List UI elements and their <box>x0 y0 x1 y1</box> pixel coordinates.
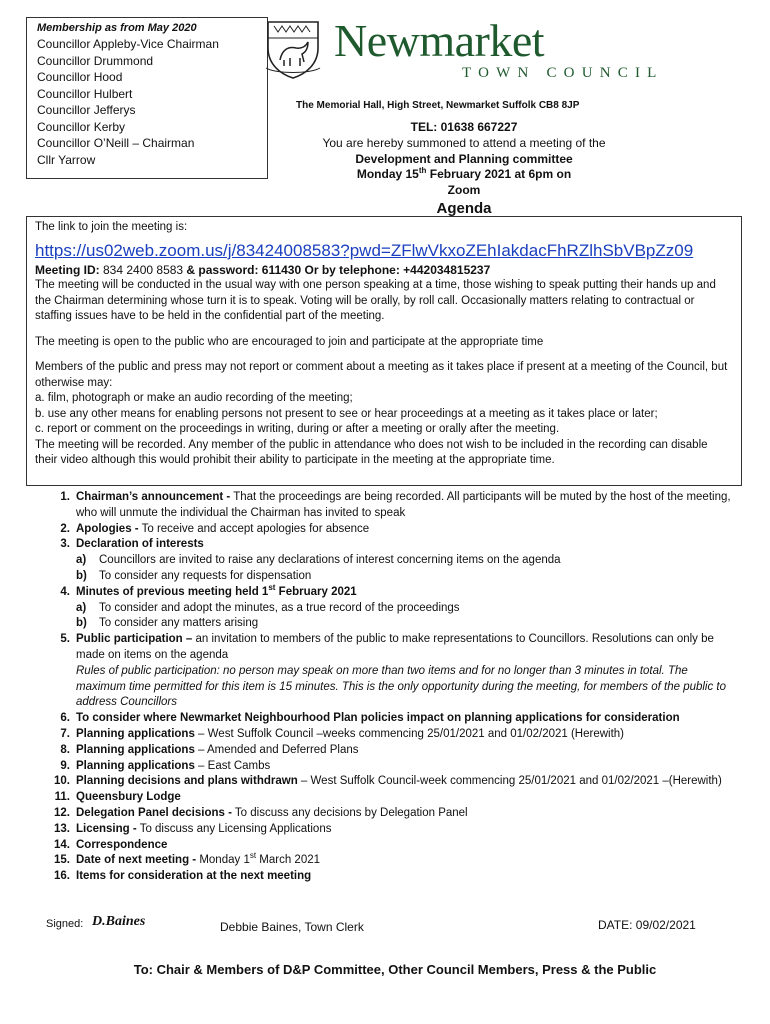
meeting-id: Meeting ID: 834 2400 8583 & password: 611430 Or by telephone: +442034815237 <box>35 262 491 277</box>
meeting-venue: Zoom <box>447 182 481 197</box>
agenda-item: 13. Licensing - To discuss any Licensing Applications <box>54 822 332 835</box>
agenda-item: 9. Planning applications – East Cambs <box>60 759 271 772</box>
council-telephone: TEL: 01638 667227 <box>410 120 518 134</box>
member-item: Councillor Hulbert <box>37 86 133 101</box>
council-address: The Memorial Hall, High Street, Newmarket Suffolk CB8 8JP <box>296 100 580 111</box>
member-item: Councillor Jefferys <box>37 103 136 117</box>
meeting-info-box <box>26 216 742 486</box>
logo-subtitle: TOWN COUNCIL <box>462 65 664 81</box>
member-item: Councillor O’Neill – Chairman <box>37 136 195 150</box>
agenda-list <box>40 490 740 885</box>
press-point-c: c. report or comment on the proceedings in writing, during or after a meeting or orally after the meeting. <box>35 423 560 435</box>
membership-heading: Membership as from May 2020 <box>37 22 197 34</box>
agenda-item: 11. Queensbury Lodge <box>54 791 181 804</box>
link-intro: The link to join the meeting is: <box>35 221 188 233</box>
press-paragraph: Members of the public and press may not report or comment about a meeting as it takes place if present at a meeting of the Council, but otherwise may: <box>35 361 728 389</box>
agenda-item: 2. Apologies - To receive and accept apologies for absence <box>60 522 370 535</box>
summons-text: You are hereby summoned to attend a meeting of the <box>322 136 606 150</box>
zoom-meeting-link[interactable]: https://us02web.zoom.us/j/83424008583?pwd=ZFlwVkxoZEhIakdacFhRZlhSbVBpZz09 <box>35 240 694 260</box>
signature: D.Baines <box>92 914 146 929</box>
agenda-item: 16. Items for consideration at the next meeting <box>54 870 312 883</box>
agenda-item: 15. Date of next meeting - Monday 1st March 2021 <box>54 851 321 867</box>
agenda-item: 10. Planning decisions and plans withdrawn – West Suffolk Council-week commencing 25/01/2021 and 01/02/2021 –(Herewith) <box>54 775 722 788</box>
membership-box <box>26 17 268 179</box>
agenda-item: 4. Minutes of previous meeting held 1st February 2021 <box>60 582 357 598</box>
agenda-item: 6. To consider where Newmarket Neighbourhood Plan policies impact on planning applications for consideration <box>60 712 680 725</box>
recording-paragraph: The meeting will be recorded. Any member of the public in attendance who does not wish to be included in the recording can disable their video although this would prohibit their ability to participate in the meeting at the appropriate time. <box>35 438 708 466</box>
agenda-item: 12. Delegation Panel decisions - To discuss any decisions by Delegation Panel <box>54 806 468 819</box>
committee-name: Development and Planning committee <box>355 151 573 166</box>
summons-block <box>290 136 638 198</box>
member-item: Councillor Drummond <box>37 53 154 68</box>
member-item: Cllr Yarrow <box>37 152 96 167</box>
press-point-b: b. use any other means for enabling persons not present to see or hear proceedings at a meeting as it takes place or later; <box>35 407 658 420</box>
agenda-item: 3. Declaration of interests <box>60 538 204 551</box>
signed-label: Signed: <box>46 918 84 930</box>
clerk-name: Debbie Baines, Town Clerk <box>220 920 364 934</box>
document-date: DATE: 09/02/2021 <box>598 918 696 932</box>
agenda-subitem: a) To consider and adopt the minutes, as a true record of the proceedings <box>76 601 460 614</box>
agenda-item: 14. Correspondence <box>54 838 168 851</box>
press-point-a: a. film, photograph or make an audio recording of the meeting; <box>35 392 353 404</box>
member-item: Councillor Kerby <box>37 119 126 134</box>
agenda-subitem: a) Councillors are invited to raise any declarations of interest concerning items on the agenda <box>76 554 561 567</box>
member-item: Councillor Hood <box>37 70 123 84</box>
agenda-item: 8. Planning applications – Amended and Deferred Plans <box>60 743 359 756</box>
agenda-item: 5. Public participation – an invitation to members of the public to make representations to Councillors. Resolutions can only be made on items on the agenda <box>60 633 714 661</box>
agenda-subitem: b) To consider any requests for dispensation <box>76 569 312 582</box>
conduct-paragraph: The meeting will be conducted in the usual way with one person speaking at a time, those wishing to speak putting their hands up and the Chairman determining whose turn it is to speak. Voting will be orally, by roll call. Occasionally matters relating to contractual or staffing issues have to be held in the confidential part of the meeting. <box>35 279 716 322</box>
distribution-footer: To: Chair & Members of D&P Committee, Other Council Members, Press & the Public <box>133 962 657 977</box>
public-participation-rules: Rules of public participation: no person may speak on more than two items and for no longer than 3 minutes in total. The maximum time permitted for this item is 15 minutes. This is the only opportunity during the meeting, for members of the public to address Councillors <box>76 664 727 709</box>
member-item: Councillor Appleby-Vice Chairman <box>37 37 219 51</box>
meeting-date: Monday 15th February 2021 at 6pm on <box>356 166 572 181</box>
agenda-item: 7. Planning applications – West Suffolk Council –weeks commencing 25/01/2021 and 01/02/2021 (Herewith) <box>60 727 625 740</box>
town-crest-icon <box>262 18 324 80</box>
agenda-subitem: b) To consider any matters arising <box>76 617 259 630</box>
agenda-item: 1. Chairman’s announcement - That the proceedings are being recorded. All participants will be muted by the host of the meeting, who will unmute the individual the Chairman has invited to speak <box>60 491 731 519</box>
logo-name: Newmarket <box>334 15 545 66</box>
public-open-paragraph: The meeting is open to the public who are encouraged to join and participate at the appropriate time <box>35 335 544 348</box>
agenda-title: Agenda <box>436 200 492 217</box>
